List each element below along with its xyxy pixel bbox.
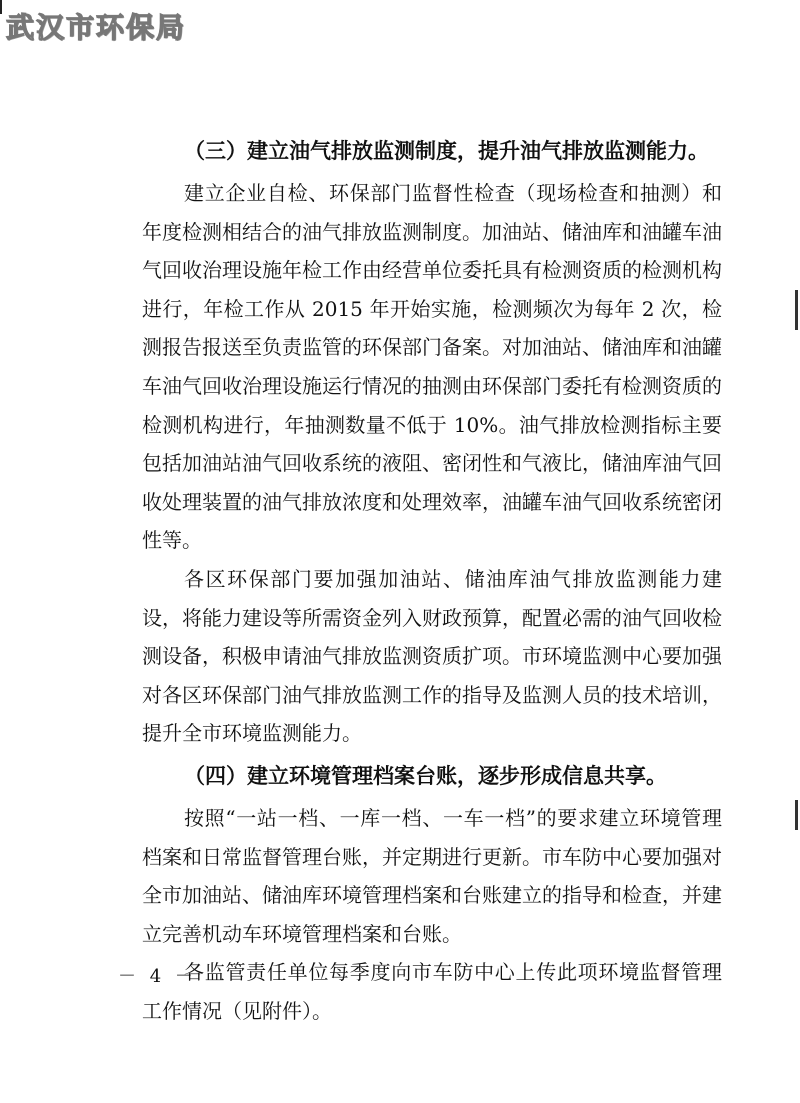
section-heading: （三）建立油气排放监测制度，提升油气排放监测能力。 <box>184 138 709 163</box>
section-heading: （四）建立环境管理档案台账，逐步形成信息共享。 <box>184 762 667 788</box>
page-number: － 4 － <box>118 966 197 987</box>
paragraph: 建立企业自检、环保部门监督性检查（现场检查和抽测）和年度检测相结合的油气排放监测制度。加油站、储油库和油罐车油气回收治理设施年检工作由经营单位委托具有检测资质的检测机构进行，年检工作从 2015 年开始实施，检测频次为每年 2 次，检测报告报送至负责监管的环保部门备案。对加油站、储油库和油罐车油气回收治理设施运行情况的抽测由环保部门委托有检测资质的检测机构进行，年抽测数量不低于 10%。油气排放检测指标主要包括加油站油气回收系统的液阻、密闭性和气液比，储油库油气回收处理装置的油气排放浓度和处理效率，油罐车油气回收系统密闭性等。 <box>142 181 722 553</box>
document-body <box>142 128 722 1030</box>
scan-edge-mark <box>795 800 798 830</box>
scan-edge-mark <box>795 290 798 330</box>
paragraph: 各区环保部门要加强加油站、储油库油气排放监测能力建设，将能力建设等所需资金列入财政预算，配置必需的油气回收检测设备，积极申请油气排放监测资质扩项。市环境监测中心要加强对各区环保部门油气排放监测工作的指导及监测人员的技术培训，提升全市环境监测能力。 <box>142 566 722 746</box>
paragraph: 按照“一站一档、一库一档、一车一档”的要求建立环境管理档案和日常监督管理台账，并定期进行更新。市车防中心要加强对全市加油站、储油库环境管理档案和台账建立的指导和检查，并建立完善机动车环境管理档案和台账。 <box>142 805 722 946</box>
watermark: 武汉市环保局 <box>6 11 187 44</box>
paragraph: 各监管责任单位每季度向市车防中心上传此项环境监督管理工作情况（见附件）。 <box>142 960 722 1023</box>
